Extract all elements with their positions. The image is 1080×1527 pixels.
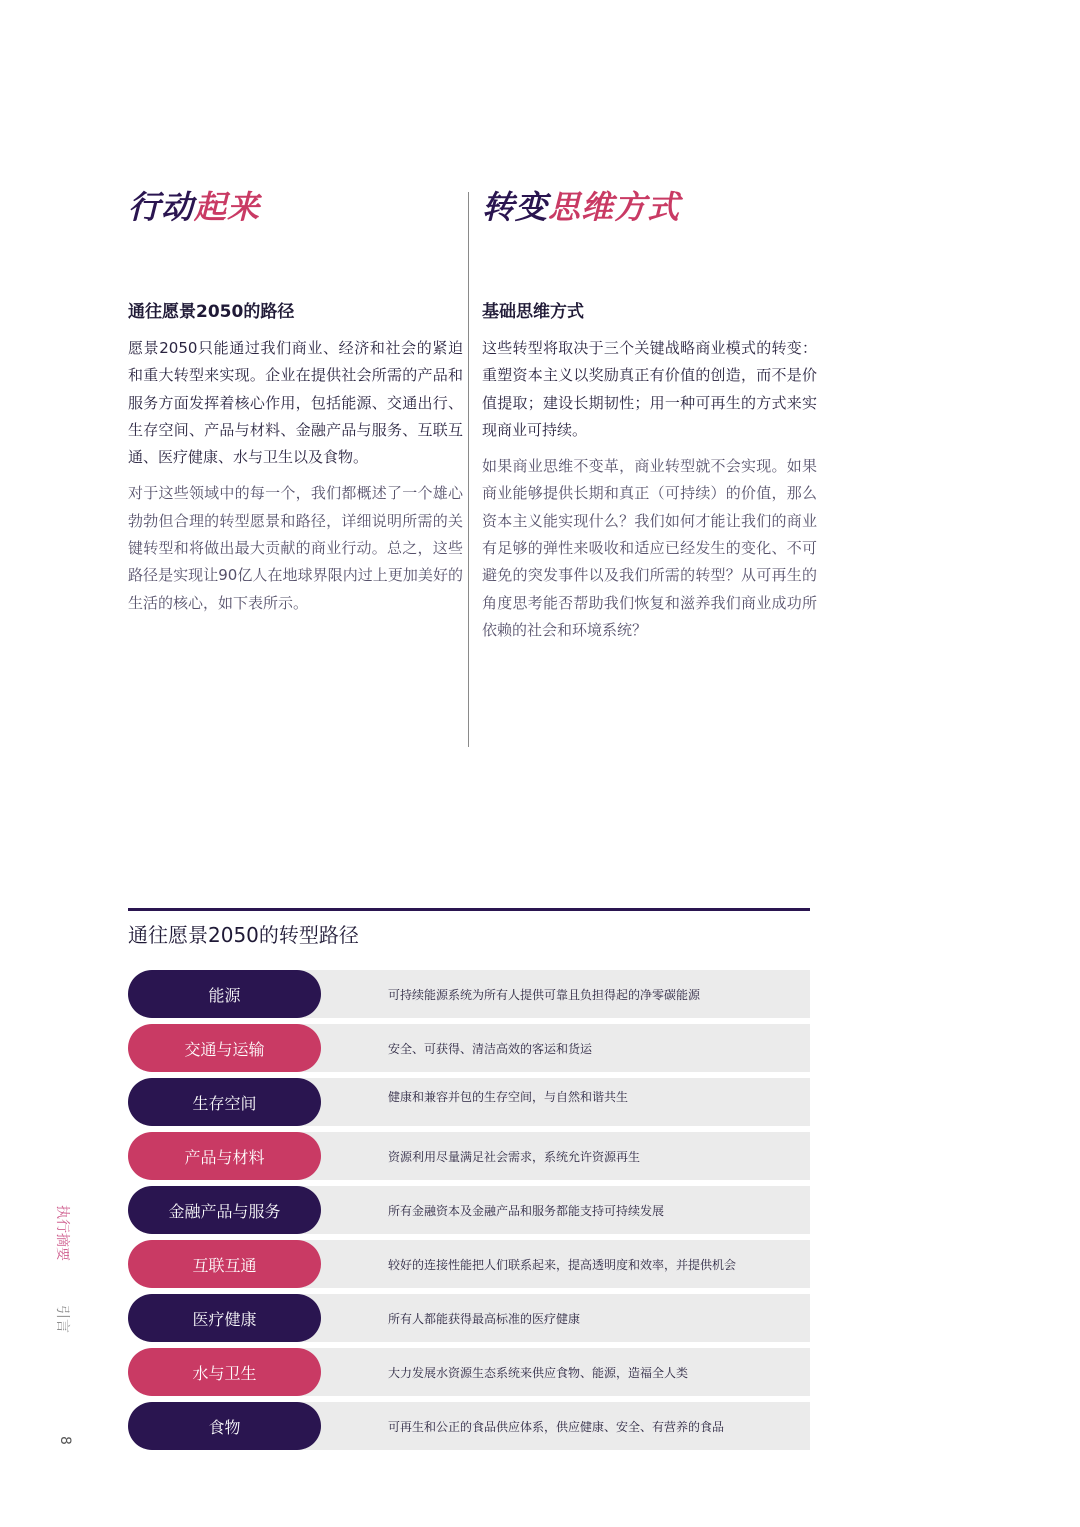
row-description: 大力发展水资源生态系统来供应食物、能源，造福全人类 [374,1348,810,1396]
table-row [128,1348,810,1396]
row-label-pill: 交通与运输 [128,1024,321,1072]
row-description: 可持续能源系统为所有人提供可靠且负担得起的净零碳能源 [374,970,810,1018]
left-paragraph-1: 愿景2050只能通过我们商业、经济和社会的紧迫和重大转型来实现。企业在提供社会所需的产品和服务方面发挥着核心作用，包括能源、交通出行、生存空间、产品与材料、金融产品与服务、互联互通、医疗健康、水与卫生以及食物。 [128,339,463,467]
right-body [482,335,817,653]
table-top-rule [128,908,810,911]
side-navigation [55,1205,75,1455]
column-divider [468,192,469,747]
row-label-pill: 金融产品与服务 [128,1186,321,1234]
row-description: 所有人都能获得最高标准的医疗健康 [374,1294,810,1342]
row-label-pill: 产品与材料 [128,1132,321,1180]
nav-introduction[interactable]: 引言 [54,1305,70,1333]
right-heading-accent: 思维方式 [548,188,681,226]
table-row [128,1402,810,1450]
left-body [128,335,463,626]
table-row [128,1024,810,1072]
table-title: 通往愿景2050的转型路径 [128,923,359,947]
page-number: 8 [57,1436,73,1445]
row-label-pill: 医疗健康 [128,1294,321,1342]
table-row [128,1240,810,1288]
row-label-pill: 生存空间 [128,1078,321,1126]
right-subheading: 基础思维方式 [482,302,584,322]
row-description: 健康和兼容并包的生存空间，与自然和谐共生 [374,1078,810,1126]
row-description: 资源利用尽量满足社会需求，系统允许资源再生 [374,1132,810,1180]
right-paragraph-1: 这些转型将取决于三个关键战略商业模式的转变：重塑资本主义以奖励真正有价值的创造，而不是价值提取；建设长期韧性；用一种可再生的方式来实现商业可持续。 [482,339,817,439]
pathways-table [128,908,810,1437]
table-row [128,1186,810,1234]
nav-exec-summary[interactable]: 执行摘要 [54,1205,70,1261]
right-heading-dark: 转变 [482,188,549,226]
left-heading [128,185,458,229]
row-label-pill: 食物 [128,1402,321,1450]
right-paragraph-2: 如果商业思维不变革，商业转型就不会实现。如果商业能够提供长期和真正（可持续）的价值，那么资本主义能实现什么？我们如何才能让我们的商业有足够的弹性来吸收和适应已经发生的变化、不可避免的突发事件以及我们所需的转型？从可再生的角度思考能否帮助我们恢复和滋养我们商业成功所依赖的社会和环境系统？ [482,457,817,639]
right-heading [482,185,812,229]
table-row [128,1294,810,1342]
table-row [128,1132,810,1180]
row-label-pill: 水与卫生 [128,1348,321,1396]
left-paragraph-2: 对于这些领域中的每一个，我们都概述了一个雄心勃勃但合理的转型愿景和路径，详细说明所需的关键转型和将做出最大贡献的商业行动。总之，这些路径是实现让90亿人在地球界限内过上更加美好的生活的核心，如下表所示。 [128,484,463,612]
left-heading-accent: 起来 [194,188,261,226]
table-row [128,1078,810,1126]
row-description: 所有金融资本及金融产品和服务都能支持可持续发展 [374,1186,810,1234]
row-label-pill: 互联互通 [128,1240,321,1288]
row-label-pill: 能源 [128,970,321,1018]
row-description: 可再生和公正的食品供应体系，供应健康、安全、有营养的食品 [374,1402,810,1450]
left-heading-dark: 行动 [128,188,195,226]
row-description: 较好的连接性能把人们联系起来，提高透明度和效率，并提供机会 [374,1240,810,1288]
table-row [128,970,810,1018]
right-column [482,185,817,639]
left-column [128,185,463,612]
left-subheading: 通往愿景2050的路径 [128,302,295,322]
row-description: 安全、可获得、清洁高效的客运和货运 [374,1024,810,1072]
